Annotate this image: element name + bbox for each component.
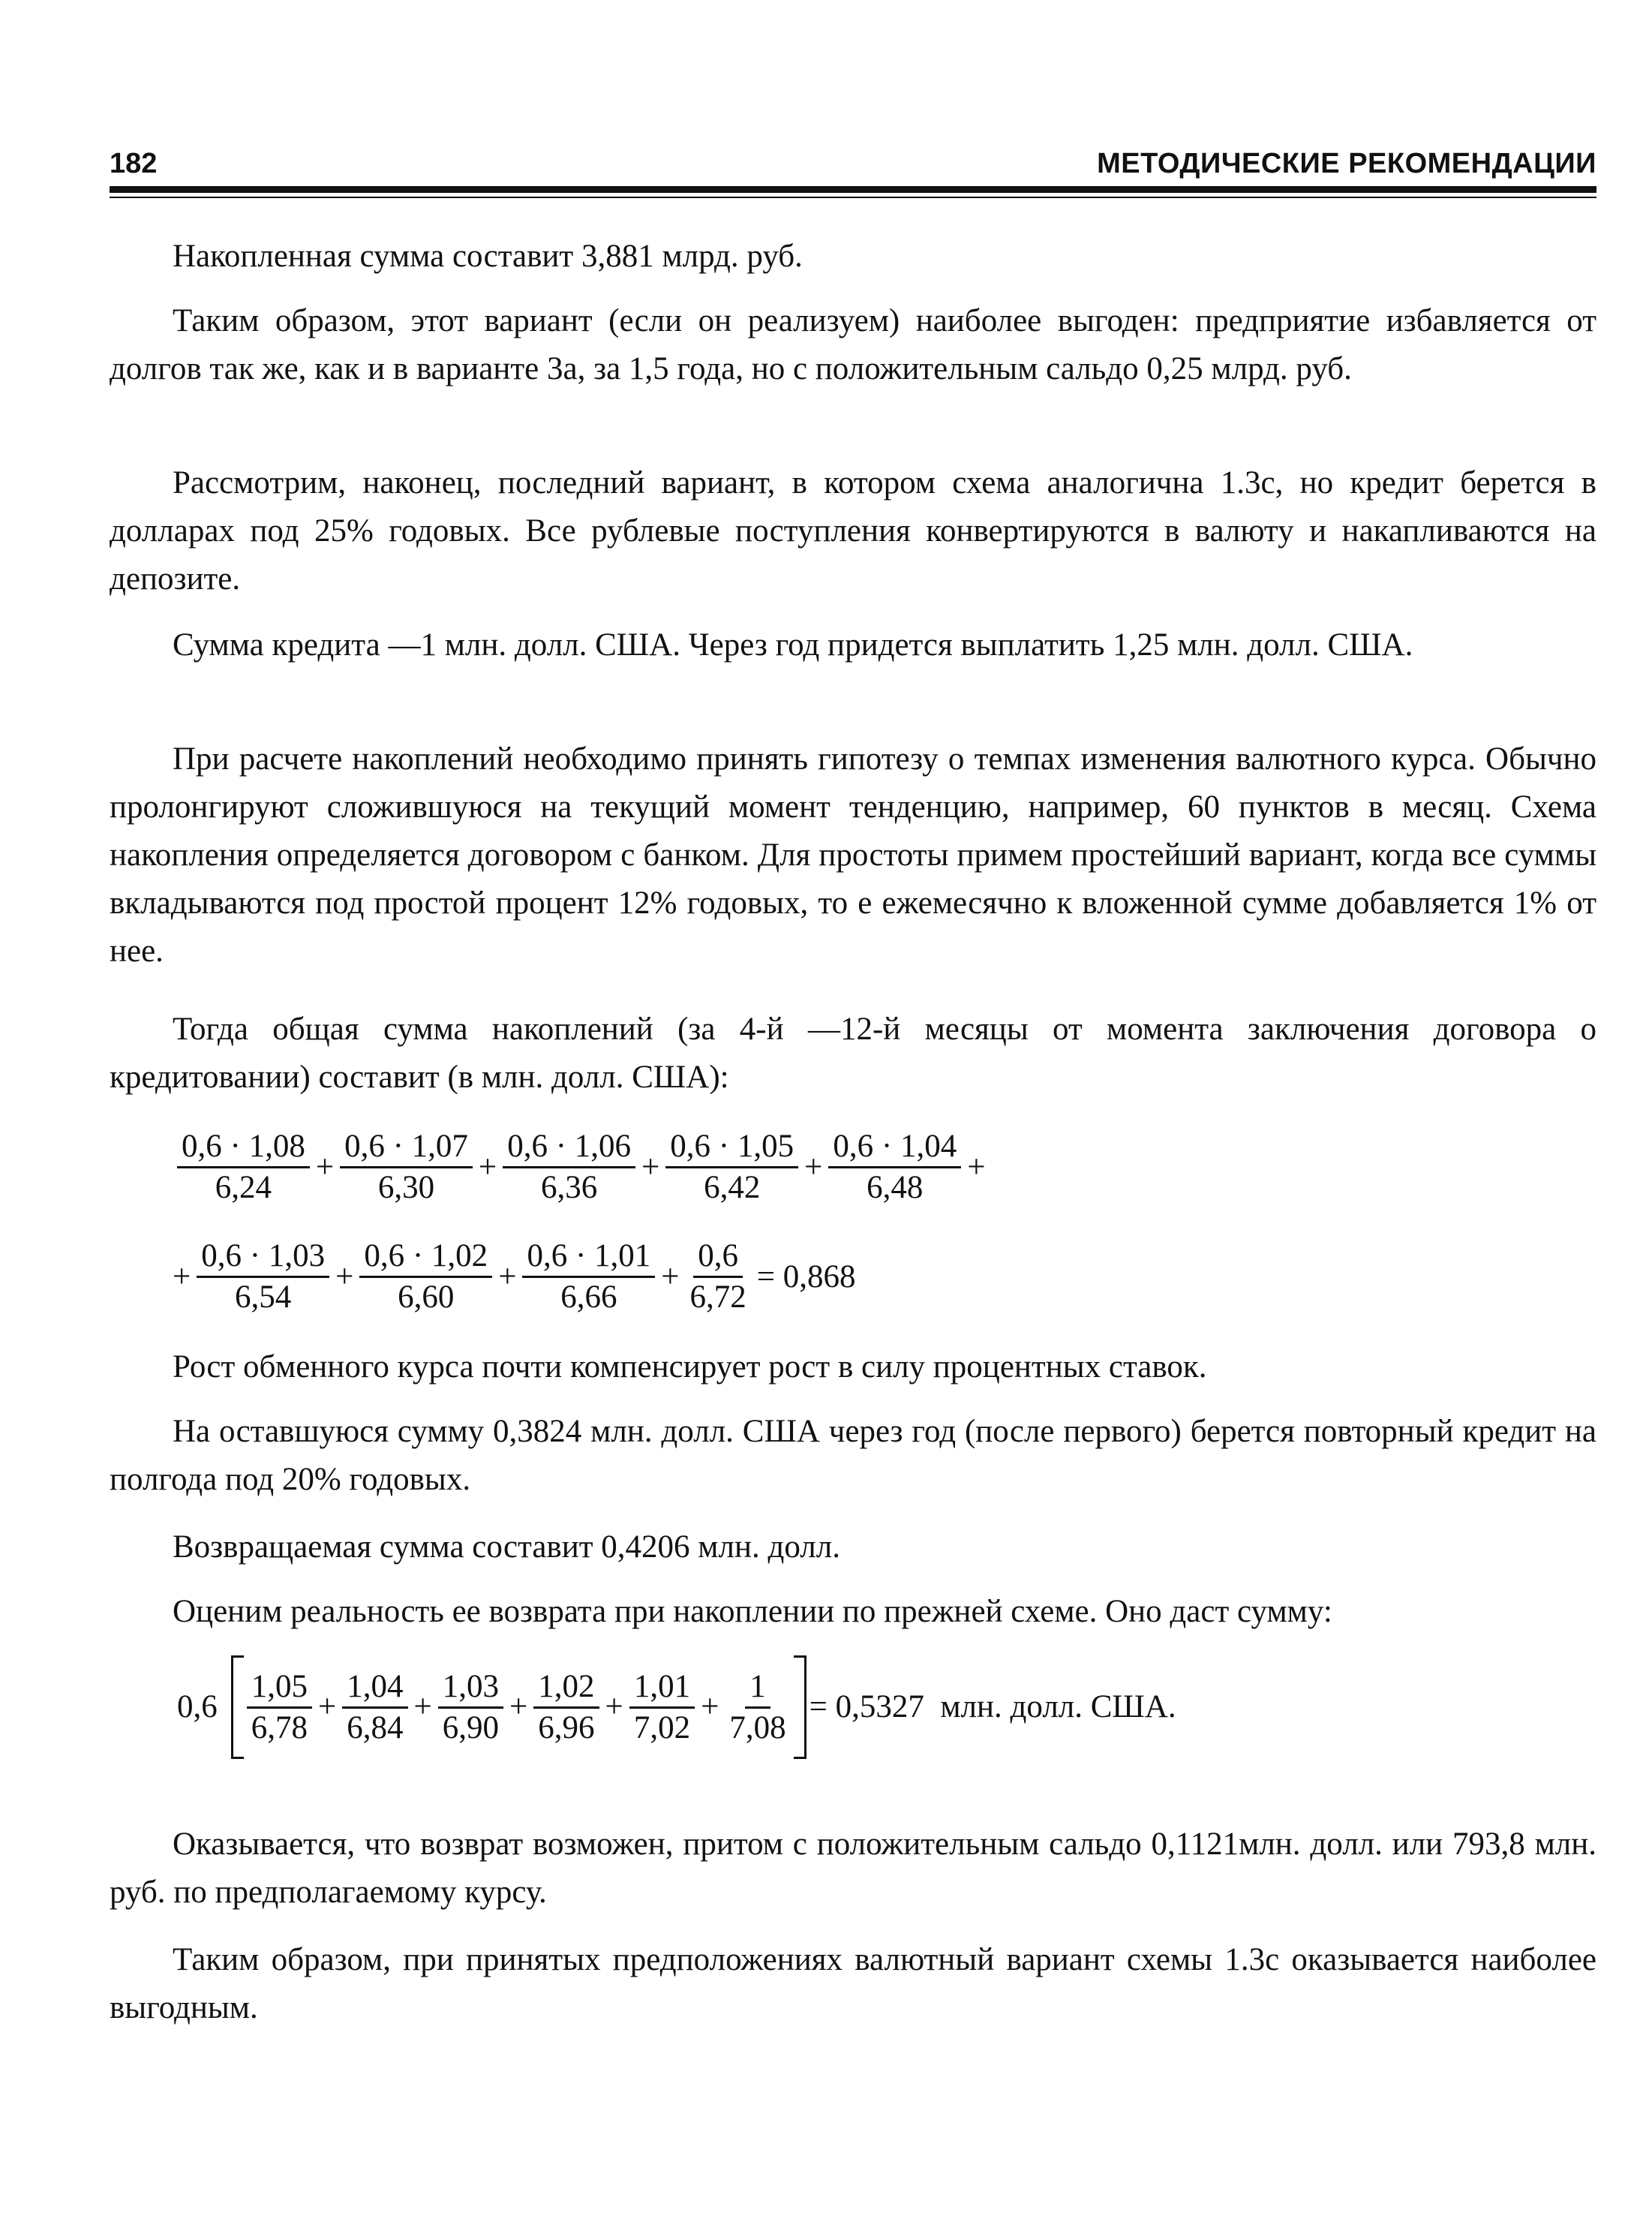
fraction: $\frac{0,6 \cdot 1,04}{6,48}$	[828, 1127, 961, 1207]
fraction: $\frac{0,6 \cdot 1,06}{6,36}$	[503, 1127, 635, 1207]
paragraph-5: При расчете накоплений необходимо принять гипотезу о темпах изменения валютного курса. Обычно пролонгируют сложившуюся на текущий момент тенденцию, например, 60 пунктов в месяц. Схема накопления определяется договором с банком. Для простоты примем простейший вариант, когда все суммы вкладываются под простой процент 12% годовых, то е ежемесячно к вложенной сумме добавляется 1% от нее.	[110, 741, 1596, 969]
fraction: $\frac{0,6 \cdot 1,03}{6,54}$	[197, 1237, 329, 1317]
running-title: МЕТОДИЧЕСКИЕ РЕКОМЕНДАЦИИ	[1097, 148, 1596, 179]
right-bracket	[794, 1655, 806, 1759]
fraction: $\frac{1,02}{6,96}$	[533, 1667, 599, 1748]
fraction: $\frac{1}{7,08}$	[729, 1668, 786, 1745]
fraction: $\frac{1,04}{6,84}$	[342, 1667, 407, 1748]
fraction: $\frac{1,05}{6,78}$	[247, 1667, 312, 1748]
paragraph-4: Сумма кредита —1 млн. долл. США. Через год придется выплатить 1,25 млн. долл. США.	[173, 627, 1413, 663]
paragraph-6: Тогда общая сумма накоплений (за 4-й —12-й месяцы от момента заключения договора о кредитовании) составит (в млн. долл. США):	[110, 1012, 1596, 1095]
fraction: $\frac{0,6 \cdot 1,02}{6,60}$	[359, 1237, 492, 1317]
fraction: $\frac{0,6 \cdot 1,05}{6,42}$	[665, 1127, 798, 1207]
formula-2-factor: 0,6	[177, 1689, 218, 1724]
paragraph-3: Рассмотрим, наконец, последний вариант, в котором схема аналогична 1.3с, но кредит берется в долларах под 25% годовых. Все рублевые поступления конвертируются в валюту и накапливаются на депозите.	[110, 465, 1596, 597]
paragraph-1: Накопленная сумма составит 3,881 млрд. руб.	[173, 239, 803, 274]
fraction: $\frac{0,6}{6,72}$	[689, 1238, 746, 1315]
header-rule-thin	[110, 197, 1596, 198]
left-bracket	[231, 1655, 244, 1759]
header-rule	[110, 186, 1596, 193]
paragraph-8: На оставшуюся сумму 0,3824 млн. долл. США через год (после первого) берется повторный кредит на полгода под 20% годовых.	[110, 1414, 1596, 1497]
paragraph-7: Рост обменного курса почти компенсирует рост в силу процентных ставок.	[173, 1349, 1207, 1385]
paragraph-10: Оценим реальность ее возврата при накоплении по прежней схеме. Оно даст сумму:	[173, 1594, 1332, 1629]
page-header	[110, 140, 1596, 185]
formula-1-line-1: $\frac{0,6 \cdot 1,08}{6,24}$ + $\frac{0,6 \cdot 1,07}{6,30}$ + $\frac{0,6 \cdot 1,06}{6,36}$ + $\frac{0,6 \cdot 1,05}{6,42}$ + $\frac{0,6 \cdot 1,04}{6,48}$ +	[174, 1127, 988, 1207]
formula-2-result: = 0,5327 млн. долл. США.	[809, 1689, 1176, 1724]
formula-1-result: = 0,868	[756, 1258, 856, 1294]
paragraph-11: Оказывается, что возврат возможен, притом с положительным сальдо 0,1121млн. долл. или 793,8 млн. руб. по предполагаемому курсу.	[110, 1827, 1596, 1910]
fraction: $\frac{0,6 \cdot 1,08}{6,24}$	[177, 1127, 310, 1207]
page-number: 182	[110, 148, 158, 179]
fraction: $\frac{1,03}{6,90}$	[438, 1667, 503, 1748]
fraction: $\frac{1,01}{7,02}$	[629, 1667, 695, 1748]
paragraph-12: Таким образом, при принятых предположениях валютный вариант схемы 1.3с оказывается наиболее выгодным.	[110, 1942, 1596, 2025]
paragraph-2: Таким образом, этот вариант (если он реализуем) наиболее выгоден: предприятие избавляется от долгов так же, как и в варианте 3а, за 1,5 года, но с положительным сальдо 0,25 млрд. руб.	[110, 303, 1596, 386]
formula-1-line-2: + $\frac{0,6 \cdot 1,03}{6,54}$ + $\frac{0,6 \cdot 1,02}{6,60}$ + $\frac{0,6 \cdot 1,01}{6,66}$ + $\frac{0,6}{6,72}$ = 0,868	[170, 1237, 859, 1317]
fraction: $\frac{0,6 \cdot 1,07}{6,30}$	[340, 1127, 473, 1207]
fraction: $\frac{0,6 \cdot 1,01}{6,66}$	[522, 1237, 655, 1317]
formula-2: 0,6 $\frac{1,05}{6,78}$ + $\frac{1,04}{6,84}$ + $\frac{1,03}{6,90}$ + $\frac{1,02}{6,96}$ + $\frac{1,01}{7,02}$ + $\frac{1}{7,08}$ = 0,5327 млн. долл. США.	[174, 1655, 1179, 1759]
paragraph-9: Возвращаемая сумма составит 0,4206 млн. долл.	[173, 1529, 840, 1565]
